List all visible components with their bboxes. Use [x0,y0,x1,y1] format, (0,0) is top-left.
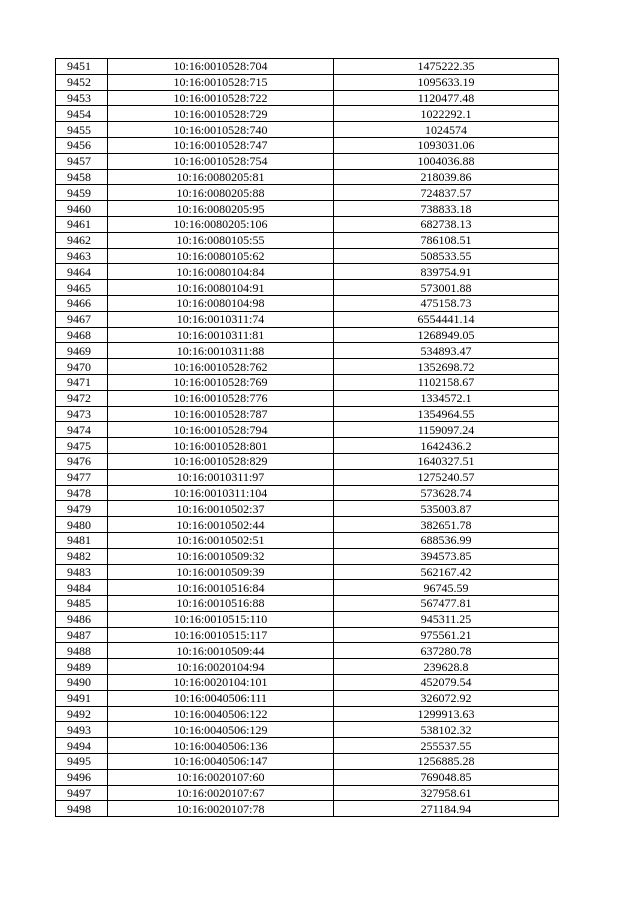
table-row [56,185,559,201]
cadastral-number-cell: 10:16:0010311:74 [108,311,334,327]
row-number-cell: 9474 [56,422,108,438]
value-cell: 682738.13 [334,216,559,232]
table-row [56,485,559,501]
value-cell: 573001.88 [334,280,559,296]
cadastral-number-cell: 10:16:0020107:60 [108,769,334,785]
table-row [56,201,559,217]
value-cell: 1268949.05 [334,327,559,343]
table-row [56,137,559,153]
value-cell: 394573.85 [334,548,559,564]
row-number-cell: 9481 [56,532,108,548]
cadastral-number-cell: 10:16:0020107:78 [108,801,334,817]
row-number-cell: 9489 [56,659,108,675]
table-row [56,501,559,517]
value-cell: 1120477.48 [334,90,559,106]
table-row [56,785,559,801]
cadastral-number-cell: 10:16:0040506:147 [108,754,334,770]
value-cell: 6554441.14 [334,311,559,327]
value-cell: 382651.78 [334,517,559,533]
table-body [56,59,559,817]
table-row [56,295,559,311]
table-row [56,801,559,817]
row-number-cell: 9482 [56,548,108,564]
value-cell: 567477.81 [334,596,559,612]
table-row [56,517,559,533]
value-cell: 738833.18 [334,201,559,217]
cadastral-number-cell: 10:16:0020104:101 [108,675,334,691]
cadastral-number-cell: 10:16:0010528:776 [108,390,334,406]
value-cell: 786108.51 [334,232,559,248]
table-row [56,106,559,122]
value-cell: 1102158.67 [334,374,559,390]
cadastral-number-cell: 10:16:0010528:787 [108,406,334,422]
row-number-cell: 9486 [56,611,108,627]
row-number-cell: 9453 [56,90,108,106]
cadastral-number-cell: 10:16:0010502:51 [108,532,334,548]
table-row [56,390,559,406]
row-number-cell: 9492 [56,706,108,722]
value-cell: 475158.73 [334,295,559,311]
table-row [56,248,559,264]
table-row [56,548,559,564]
row-number-cell: 9465 [56,280,108,296]
cadastral-number-cell: 10:16:0040506:136 [108,738,334,754]
table-row [56,580,559,596]
table-row [56,406,559,422]
table-row [56,596,559,612]
cadastral-number-cell: 10:16:0080105:55 [108,232,334,248]
cadastral-number-cell: 10:16:0010528:715 [108,74,334,90]
value-cell: 1004036.88 [334,153,559,169]
cadastral-number-cell: 10:16:0010516:84 [108,580,334,596]
row-number-cell: 9459 [56,185,108,201]
table-row [56,706,559,722]
row-number-cell: 9493 [56,722,108,738]
value-cell: 637280.78 [334,643,559,659]
table-row [56,122,559,138]
row-number-cell: 9473 [56,406,108,422]
table-row [56,311,559,327]
row-number-cell: 9498 [56,801,108,817]
value-cell: 1352698.72 [334,359,559,375]
value-cell: 839754.91 [334,264,559,280]
value-cell: 1256885.28 [334,754,559,770]
row-number-cell: 9451 [56,59,108,75]
value-cell: 508533.55 [334,248,559,264]
cadastral-number-cell: 10:16:0040506:129 [108,722,334,738]
row-number-cell: 9497 [56,785,108,801]
cadastral-number-cell: 10:16:0010515:110 [108,611,334,627]
table-row [56,564,559,580]
cadastral-number-cell: 10:16:0010311:104 [108,485,334,501]
row-number-cell: 9495 [56,754,108,770]
table-row [56,216,559,232]
row-number-cell: 9455 [56,122,108,138]
value-cell: 1159097.24 [334,422,559,438]
value-cell: 327958.61 [334,785,559,801]
table-row [56,422,559,438]
table-row [56,374,559,390]
cadastral-number-cell: 10:16:0010528:829 [108,453,334,469]
value-cell: 326072.92 [334,690,559,706]
cadastral-number-cell: 10:16:0010311:88 [108,343,334,359]
cadastral-number-cell: 10:16:0010528:754 [108,153,334,169]
cadastral-number-cell: 10:16:0080105:62 [108,248,334,264]
value-cell: 96745.59 [334,580,559,596]
value-cell: 1022292.1 [334,106,559,122]
table-row [56,659,559,675]
cadastral-number-cell: 10:16:0020107:67 [108,785,334,801]
table-row [56,232,559,248]
value-cell: 1640327.51 [334,453,559,469]
table-row [56,169,559,185]
table-row [56,90,559,106]
row-number-cell: 9454 [56,106,108,122]
cadastral-number-cell: 10:16:0010528:722 [108,90,334,106]
cadastral-number-cell: 10:16:0010509:44 [108,643,334,659]
row-number-cell: 9456 [56,137,108,153]
cadastral-number-cell: 10:16:0080104:84 [108,264,334,280]
value-cell: 452079.54 [334,675,559,691]
row-number-cell: 9464 [56,264,108,280]
row-number-cell: 9478 [56,485,108,501]
table-row [56,532,559,548]
row-number-cell: 9483 [56,564,108,580]
row-number-cell: 9476 [56,453,108,469]
table-row [56,59,559,75]
table-row [56,469,559,485]
row-number-cell: 9466 [56,295,108,311]
row-number-cell: 9452 [56,74,108,90]
row-number-cell: 9470 [56,359,108,375]
cadastral-number-cell: 10:16:0080205:95 [108,201,334,217]
row-number-cell: 9463 [56,248,108,264]
table-row [56,74,559,90]
row-number-cell: 9477 [56,469,108,485]
row-number-cell: 9458 [56,169,108,185]
cadastral-number-cell: 10:16:0010528:762 [108,359,334,375]
cadastral-number-cell: 10:16:0020104:94 [108,659,334,675]
row-number-cell: 9494 [56,738,108,754]
cadastral-number-cell: 10:16:0080205:88 [108,185,334,201]
value-cell: 1275240.57 [334,469,559,485]
row-number-cell: 9485 [56,596,108,612]
value-cell: 218039.86 [334,169,559,185]
value-cell: 688536.99 [334,532,559,548]
value-cell: 1642436.2 [334,438,559,454]
cadastral-number-cell: 10:16:0010528:729 [108,106,334,122]
value-cell: 562167.42 [334,564,559,580]
row-number-cell: 9491 [56,690,108,706]
row-number-cell: 9462 [56,232,108,248]
row-number-cell: 9475 [56,438,108,454]
value-cell: 1299913.63 [334,706,559,722]
table-row [56,327,559,343]
value-cell: 573628.74 [334,485,559,501]
table-row [56,769,559,785]
data-table [55,58,559,817]
cadastral-number-cell: 10:16:0080205:106 [108,216,334,232]
table-row [56,627,559,643]
table-row [56,754,559,770]
table-row [56,453,559,469]
table-row [56,343,559,359]
row-number-cell: 9457 [56,153,108,169]
row-number-cell: 9471 [56,374,108,390]
cadastral-number-cell: 10:16:0010528:704 [108,59,334,75]
value-cell: 538102.32 [334,722,559,738]
value-cell: 724837.57 [334,185,559,201]
value-cell: 769048.85 [334,769,559,785]
cadastral-number-cell: 10:16:0010509:39 [108,564,334,580]
cadastral-number-cell: 10:16:0040506:122 [108,706,334,722]
value-cell: 255537.55 [334,738,559,754]
table-row [56,153,559,169]
table-row [56,675,559,691]
cadastral-number-cell: 10:16:0010516:88 [108,596,334,612]
table-row [56,359,559,375]
table-row [56,738,559,754]
value-cell: 535003.87 [334,501,559,517]
cadastral-number-cell: 10:16:0010528:801 [108,438,334,454]
cadastral-number-cell: 10:16:0040506:111 [108,690,334,706]
cadastral-number-cell: 10:16:0010528:740 [108,122,334,138]
row-number-cell: 9461 [56,216,108,232]
row-number-cell: 9468 [56,327,108,343]
cadastral-number-cell: 10:16:0010528:794 [108,422,334,438]
cadastral-number-cell: 10:16:0010509:32 [108,548,334,564]
value-cell: 271184.94 [334,801,559,817]
cadastral-number-cell: 10:16:0010311:81 [108,327,334,343]
row-number-cell: 9469 [56,343,108,359]
value-cell: 1095633.19 [334,74,559,90]
row-number-cell: 9480 [56,517,108,533]
value-cell: 1334572.1 [334,390,559,406]
row-number-cell: 9460 [56,201,108,217]
cadastral-number-cell: 10:16:0080104:91 [108,280,334,296]
table-row [56,280,559,296]
table-row [56,722,559,738]
value-cell: 534893.47 [334,343,559,359]
cadastral-number-cell: 10:16:0010502:44 [108,517,334,533]
cadastral-number-cell: 10:16:0010528:769 [108,374,334,390]
table-row [56,264,559,280]
value-cell: 1093031.06 [334,137,559,153]
row-number-cell: 9472 [56,390,108,406]
table-row [56,690,559,706]
value-cell: 1354964.55 [334,406,559,422]
value-cell: 975561.21 [334,627,559,643]
value-cell: 945311.25 [334,611,559,627]
row-number-cell: 9479 [56,501,108,517]
table-row [56,438,559,454]
row-number-cell: 9490 [56,675,108,691]
value-cell: 1475222.35 [334,59,559,75]
value-cell: 1024574 [334,122,559,138]
row-number-cell: 9467 [56,311,108,327]
row-number-cell: 9496 [56,769,108,785]
cadastral-number-cell: 10:16:0010502:37 [108,501,334,517]
row-number-cell: 9488 [56,643,108,659]
row-number-cell: 9487 [56,627,108,643]
table-row [56,643,559,659]
table-row [56,611,559,627]
cadastral-number-cell: 10:16:0010528:747 [108,137,334,153]
cadastral-number-cell: 10:16:0080104:98 [108,295,334,311]
cadastral-number-cell: 10:16:0080205:81 [108,169,334,185]
cadastral-number-cell: 10:16:0010515:117 [108,627,334,643]
row-number-cell: 9484 [56,580,108,596]
cadastral-number-cell: 10:16:0010311:97 [108,469,334,485]
value-cell: 239628.8 [334,659,559,675]
